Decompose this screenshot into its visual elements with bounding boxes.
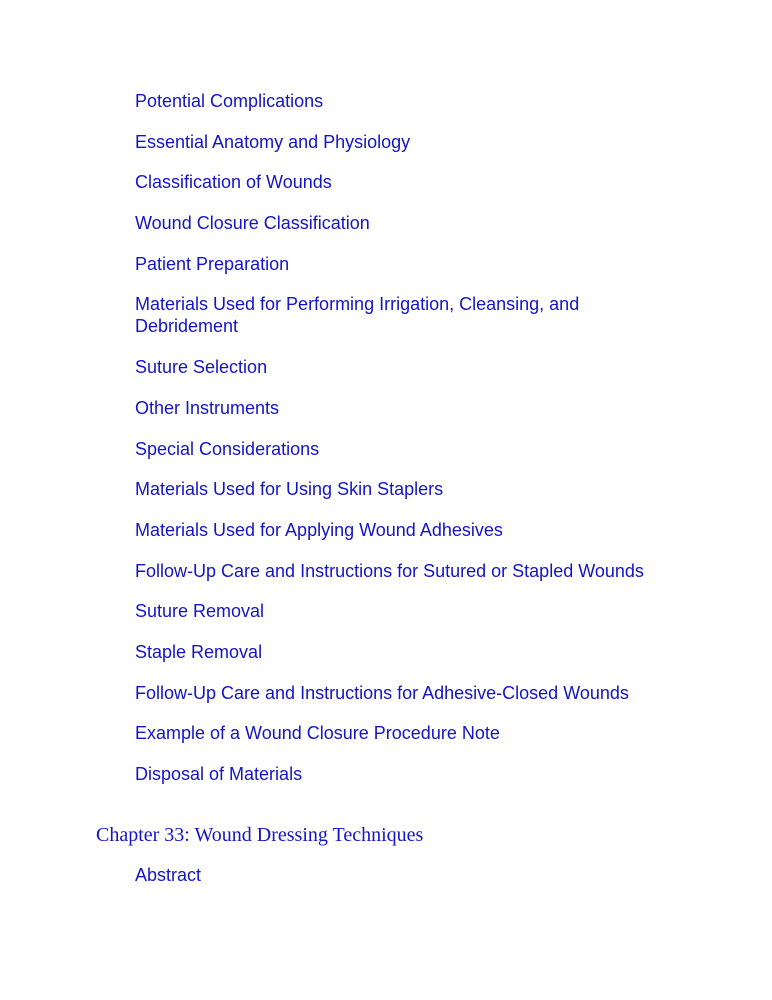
toc-link-potential-complications[interactable]: Potential Complications bbox=[135, 91, 324, 111]
toc-link-other-instruments[interactable]: Other Instruments bbox=[135, 397, 280, 418]
toc-link-suture-removal[interactable]: Suture Removal bbox=[135, 601, 265, 622]
toc-link-staple-removal[interactable]: Staple Removal bbox=[135, 641, 263, 662]
toc-link-follow-up-adhesive[interactable]: Follow-Up Care and Instructions for Adhesive-Closed Wounds bbox=[135, 682, 629, 703]
toc-link-procedure-note-example[interactable]: Example of a Wound Closure Procedure Note bbox=[135, 723, 500, 744]
toc-link-patient-preparation[interactable]: Patient Preparation bbox=[135, 253, 290, 274]
toc-link-wound-closure-classification[interactable]: Wound Closure Classification bbox=[135, 213, 370, 234]
toc-link-classification-of-wounds[interactable]: Classification of Wounds bbox=[135, 172, 332, 193]
toc-link-suture-selection[interactable]: Suture Selection bbox=[135, 357, 268, 378]
toc-link-irrigation-materials[interactable]: Materials Used for Performing Irrigation, Cleansing, and Debridement bbox=[135, 294, 580, 337]
toc-list bbox=[135, 90, 735, 804]
toc-link-disposal-of-materials[interactable]: Disposal of Materials bbox=[135, 764, 303, 784]
toc-link-wound-adhesives[interactable]: Materials Used for Applying Wound Adhesives bbox=[135, 519, 503, 540]
chapter-heading[interactable]: Chapter 33: Wound Dressing Techniques bbox=[96, 824, 424, 846]
toc-link-follow-up-sutured[interactable]: Follow-Up Care and Instructions for Sutured or Stapled Wounds bbox=[135, 560, 644, 581]
chapter-entry-list bbox=[135, 864, 201, 905]
toc-link-skin-staplers[interactable]: Materials Used for Using Skin Staplers bbox=[135, 479, 444, 500]
toc-link-special-considerations[interactable]: Special Considerations bbox=[135, 438, 320, 459]
toc-link-abstract[interactable]: Abstract bbox=[135, 865, 202, 885]
toc-link-essential-anatomy[interactable]: Essential Anatomy and Physiology bbox=[135, 131, 411, 152]
